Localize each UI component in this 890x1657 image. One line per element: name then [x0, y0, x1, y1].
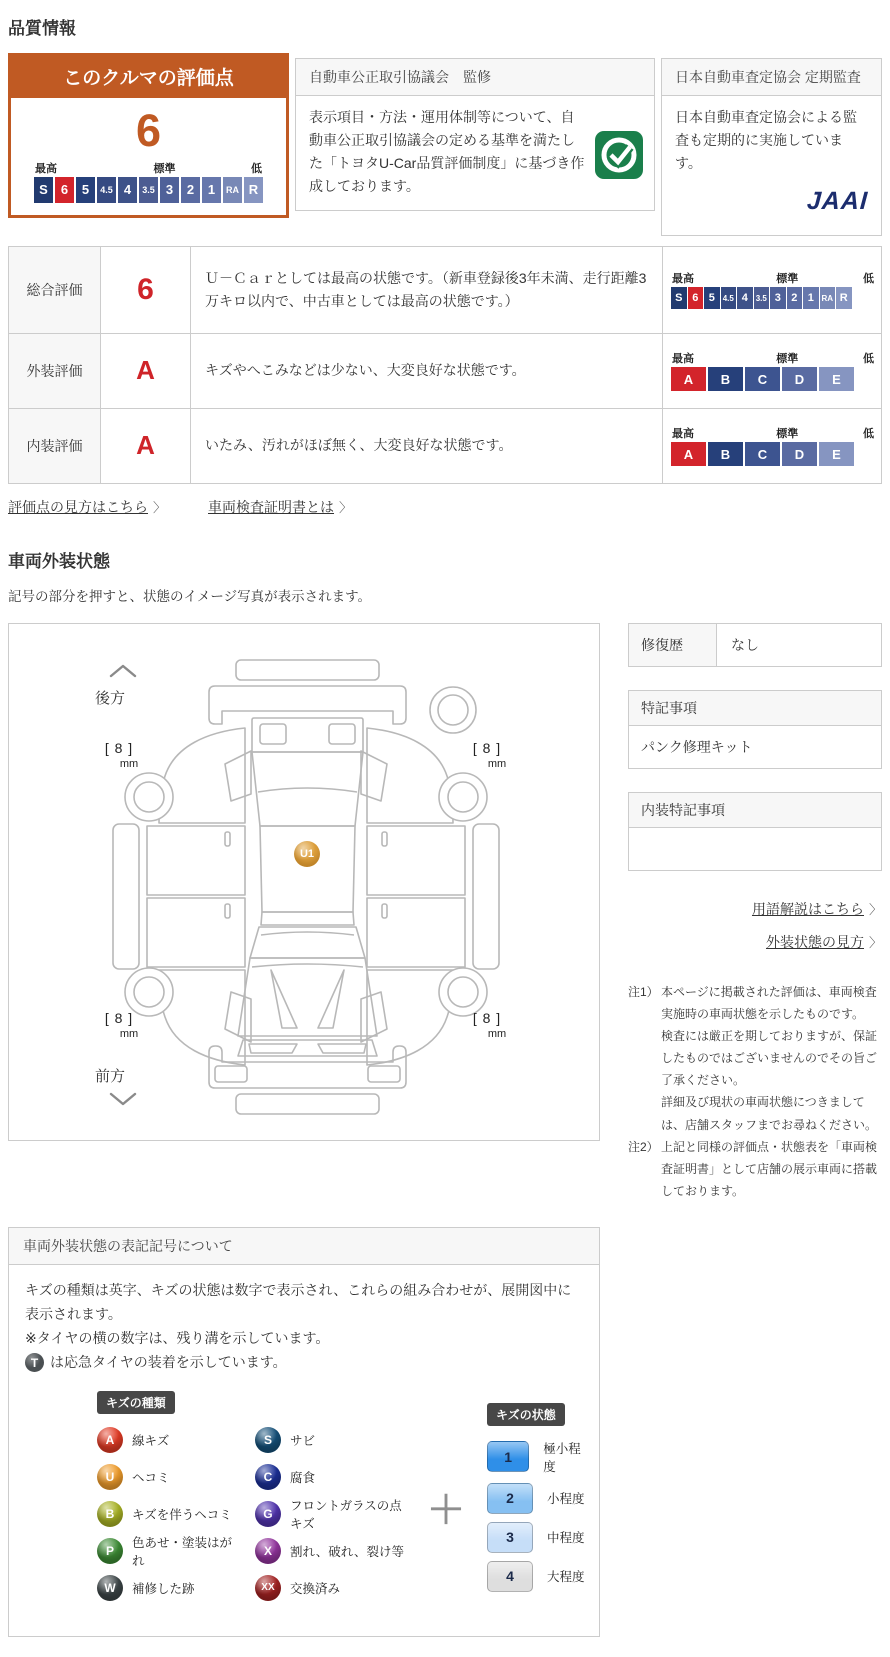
kind-legend-label: ヘコミ: [132, 1470, 170, 1485]
symbol-box-text-2: ※タイヤの横の数字は、残り溝を示しています。: [25, 1330, 330, 1346]
kind-legend-column: [255, 1427, 413, 1612]
kind-legend-item-A: [97, 1427, 233, 1453]
scale-box-D: D: [782, 442, 817, 466]
kind-legend-label: 色あせ・塗装はがれ: [132, 1535, 233, 1568]
links-row: [8, 497, 882, 517]
row-scale-cell: [663, 333, 882, 408]
chevron-right-icon: 〉: [868, 901, 882, 917]
scale-label-standard: 標準: [153, 162, 176, 175]
scale-label-best: 最高: [672, 273, 694, 286]
kind-legend-label: 補修した跡: [132, 1581, 195, 1596]
scale-box-1: 1: [803, 287, 819, 309]
exterior-rating-scale: [671, 350, 875, 391]
scale-boxes: [671, 287, 875, 309]
scale-label-low: 低: [863, 428, 874, 441]
scale-header-labels: [34, 160, 263, 175]
footnote-text: 詳細及び現状の車両状態につきましては、店舗スタッフまでお尋ねください。: [661, 1095, 878, 1132]
special-notes-header: 特記事項: [629, 691, 881, 726]
scale-box-C: C: [745, 367, 780, 391]
interior-rating-scale: [671, 425, 875, 466]
scale-box-2: 2: [787, 287, 803, 309]
symbol-box-header: 車両外装状態の表記記号について: [9, 1228, 599, 1265]
tread-depth-rear-right: [ 8 ] mm: [472, 739, 507, 770]
kind-legend-item-C: [255, 1464, 413, 1490]
kind-legend-column: [97, 1427, 233, 1612]
row-grade: A: [101, 333, 191, 408]
spare-tire-icon: T: [25, 1353, 44, 1372]
top-summary-row: [8, 53, 882, 236]
footnotes: [628, 981, 882, 1203]
scale-header-labels: [671, 350, 875, 365]
legend-area: [9, 1381, 599, 1636]
damage-kind-icon-A: A: [97, 1427, 123, 1453]
chevron-right-icon: 〉: [153, 499, 167, 515]
scale-box-S: S: [34, 177, 53, 203]
footnote-text: 上記と同様の評価点・状態表を「車両検査証明書」として店舗の展示車両に搭載しております。: [661, 1139, 878, 1199]
footnote-text: 本ページに掲載された評価は、車両検査実施時の車両状態を示したものです。: [661, 984, 877, 1021]
row-grade: A: [101, 408, 191, 483]
interior-notes-header: 内装特記事項: [629, 793, 881, 828]
scale-header-labels: [671, 270, 875, 285]
state-legend-item-4: [487, 1561, 589, 1592]
scale-box-A: A: [671, 442, 706, 466]
symbol-box-body: [9, 1265, 599, 1380]
row-label: 外装評価: [9, 333, 101, 408]
damage-state-legend: [487, 1403, 589, 1600]
row-grade: 6: [101, 246, 191, 333]
damage-state-chip-4: 4: [487, 1561, 533, 1592]
chevron-up-icon: [109, 664, 137, 678]
exterior-section-subtitle: 記号の部分を押すと、状態のイメージ写真が表示されます。: [8, 588, 372, 604]
footnote-text: 検査には厳正を期しておりますが、保証したものではございませんのでその旨ご了承ください。: [661, 1028, 878, 1088]
state-legend-label: 中程度: [547, 1531, 585, 1546]
supervision-header: 自動車公正取引協議会 監修: [296, 59, 654, 96]
special-notes-box: [628, 690, 882, 769]
exterior-main-columns: [8, 623, 882, 1203]
chevron-right-icon: 〉: [339, 499, 353, 515]
scale-box-3.5: 3.5: [754, 287, 770, 309]
damage-kind-legend: [97, 1391, 413, 1612]
page-title: 品質情報: [8, 19, 76, 38]
scale-box-B: B: [708, 442, 743, 466]
scale-box-3.5: 3.5: [139, 177, 158, 203]
scale-boxes: [671, 442, 875, 466]
scale-label-best: 最高: [672, 428, 694, 441]
repair-history-table: [628, 623, 882, 667]
scale-box-4.5: 4.5: [97, 177, 116, 203]
kind-legend-item-G: [255, 1498, 413, 1531]
kind-legend-label: キズを伴うヘコミ: [132, 1507, 232, 1522]
kind-legend-label: フロントガラスの点キズ: [289, 1498, 402, 1531]
scale-box-E: E: [819, 442, 854, 466]
table-row: [9, 408, 882, 483]
scale-box-E: E: [819, 367, 854, 391]
state-legend-item-1: [487, 1439, 589, 1475]
spare-tire-note: [25, 1351, 583, 1375]
state-legend-label: 極小程度: [543, 1441, 581, 1474]
scale-box-5: 5: [704, 287, 720, 309]
repair-history-value: なし: [731, 636, 759, 653]
scale-label-low: 低: [863, 353, 874, 366]
scale-label-standard: 標準: [776, 428, 799, 441]
tread-depth-front-right: [ 8 ] mm: [472, 1009, 507, 1040]
damage-marker-u1[interactable]: U1: [294, 841, 320, 867]
scale-box-RA: RA: [820, 287, 836, 309]
score-box-body: [11, 98, 286, 215]
scale-box-A: A: [671, 367, 706, 391]
audit-box: [661, 58, 882, 236]
tread-depth-rear-left: [ 8 ] mm: [104, 739, 139, 770]
quality-info-page: [8, 0, 882, 1657]
kind-legend-item-XX: [255, 1575, 413, 1601]
row-description: Ｕ－Ｃａｒとしては最高の状態です。（新車登録後3年未満、走行距離3万キロ以内で、中古車としては最高の状態です。）: [191, 246, 663, 333]
kind-legend-label: 割れ、破れ、裂け等: [289, 1544, 404, 1559]
evaluation-table: [8, 246, 882, 484]
footnote-1: [628, 981, 882, 1136]
footnote-marker: 注2）: [628, 1139, 659, 1154]
scale-box-6: 6: [55, 177, 74, 203]
tread-depth-front-left: [ 8 ] mm: [104, 1009, 139, 1040]
scale-box-3: 3: [770, 287, 786, 309]
footnote-marker: 注1）: [628, 984, 659, 999]
scale-box-C: C: [745, 442, 780, 466]
spare-tire-note-text: は応急タイヤの装着を示しています。: [50, 1353, 287, 1370]
scale-label-best: 最高: [35, 162, 57, 175]
interior-notes-value: [629, 828, 881, 870]
damage-kind-icon-W: W: [97, 1575, 123, 1601]
kind-legend-label: サビ: [289, 1433, 315, 1448]
damage-state-chip-2: 2: [487, 1483, 533, 1514]
overall-score-value: 6: [135, 105, 162, 156]
rating-guide-link[interactable]: 評価点の見方はこちら: [8, 498, 148, 515]
scale-box-4.5: 4.5: [721, 287, 737, 309]
scale-box-2: 2: [181, 177, 200, 203]
kind-legend-item-U: [97, 1464, 233, 1490]
car-score-box: [8, 53, 289, 218]
exterior-sidebar: [628, 623, 882, 1203]
scale-label-low: 低: [863, 273, 874, 286]
supervision-text: 表示項目・方法・運用体制等について、自動車公正取引協議会の定める基準を満たした「トヨタU-Car品質評価制度」に基づき作成しております。: [309, 109, 585, 195]
row-scale-cell: [663, 246, 882, 333]
damage-state-chip-3: 3: [487, 1522, 533, 1553]
scale-box-4: 4: [737, 287, 753, 309]
damage-kind-icon-XX: XX: [255, 1575, 281, 1601]
kind-legend-item-P: [97, 1535, 233, 1568]
symbol-box-text-1: キズの種類は英字、キズの状態は数字で表示され、これらの組み合わせが、展開図中に表示されます。: [25, 1282, 572, 1323]
damage-kind-icon-P: P: [97, 1538, 123, 1564]
audit-text: 日本自動車査定協会による監査も定期的に実施しています。: [675, 109, 857, 172]
damage-kind-icon-G: G: [255, 1501, 281, 1527]
scale-box-R: R: [836, 287, 852, 309]
fair-trade-council-logo-icon: [594, 130, 644, 187]
kind-legend-label: 腐食: [289, 1470, 315, 1485]
row-label: 総合評価: [9, 246, 101, 333]
scale-label-low: 低: [251, 162, 262, 175]
state-legend-label: 大程度: [547, 1570, 585, 1585]
row-label: 内装評価: [9, 408, 101, 483]
damage-kind-icon-S: S: [255, 1427, 281, 1453]
chevron-down-icon: [109, 1092, 137, 1106]
scale-label-standard: 標準: [776, 353, 799, 366]
damage-kind-icon-C: C: [255, 1464, 281, 1490]
kind-legend-item-B: [97, 1501, 233, 1527]
supervision-body: [296, 96, 654, 210]
scale-box-5: 5: [76, 177, 95, 203]
damage-kind-icon-B: B: [97, 1501, 123, 1527]
scale-box-R: R: [244, 177, 263, 203]
kind-legend-item-W: [97, 1575, 233, 1601]
exterior-section-title: 車両外装状態: [8, 551, 110, 571]
sidebar-links: [628, 899, 882, 965]
scale-header-labels: [671, 425, 875, 440]
scale-box-6: 6: [688, 287, 704, 309]
supervision-box: [295, 58, 655, 211]
scale-boxes: [671, 367, 875, 391]
state-legend-label: 小程度: [547, 1492, 585, 1507]
scale-box-4: 4: [118, 177, 137, 203]
state-legend-item-3: [487, 1522, 589, 1553]
kind-legend-item-X: [255, 1538, 413, 1564]
score-scale: [34, 160, 263, 203]
rear-direction-label: 後方: [95, 689, 126, 707]
glossary-link[interactable]: 用語解説はこちら: [751, 900, 864, 917]
damage-state-chip-1: 1: [487, 1441, 529, 1472]
row-scale-cell: [663, 408, 882, 483]
state-legend-item-2: [487, 1483, 589, 1514]
scale-label-best: 最高: [672, 353, 694, 366]
exterior-guide-link[interactable]: 外装状態の見方: [765, 933, 864, 950]
footnote-2: [628, 1136, 882, 1203]
chevron-right-icon: 〉: [868, 934, 882, 950]
symbol-explanation-box: [8, 1227, 600, 1636]
kind-legend-item-S: [255, 1427, 413, 1453]
scale-box-1: 1: [202, 177, 221, 203]
damage-kind-icon-X: X: [255, 1538, 281, 1564]
kind-legend-label: 交換済み: [289, 1581, 340, 1596]
interior-notes-box: [628, 792, 882, 871]
repair-history-label: 修復歴: [629, 624, 717, 666]
row-description: いたみ、汚れがほぼ無く、大変良好な状態です。: [191, 408, 663, 483]
scale-box-B: B: [708, 367, 743, 391]
audit-header: 日本自動車査定協会 定期監査: [662, 59, 881, 96]
scale-label-standard: 標準: [776, 273, 799, 286]
jaai-logo: JAAI: [806, 187, 870, 216]
audit-body: [662, 96, 881, 235]
inspection-certificate-link[interactable]: 車両検査証明書とは: [208, 498, 335, 515]
state-legend-title: キズの状態: [487, 1403, 565, 1426]
scale-box-3: 3: [160, 177, 179, 203]
overall-rating-scale: [671, 270, 875, 309]
damage-kind-icon-U: U: [97, 1464, 123, 1490]
table-row: [9, 333, 882, 408]
front-direction-label: 前方: [95, 1067, 126, 1085]
kind-legend-label: 線キズ: [132, 1433, 170, 1448]
table-row: [9, 246, 882, 333]
plus-icon: ＋: [427, 1490, 466, 1533]
kind-legend-title: キズの種類: [97, 1391, 175, 1414]
car-diagram: [8, 623, 600, 1141]
scale-boxes: [34, 177, 263, 203]
row-description: キズやへこみなどは少ない、大変良好な状態です。: [191, 333, 663, 408]
special-notes-value: パンク修理キット: [641, 738, 753, 755]
score-box-header: このクルマの評価点: [11, 56, 286, 98]
scale-box-RA: RA: [223, 177, 242, 203]
scale-box-D: D: [782, 367, 817, 391]
scale-box-S: S: [671, 287, 687, 309]
